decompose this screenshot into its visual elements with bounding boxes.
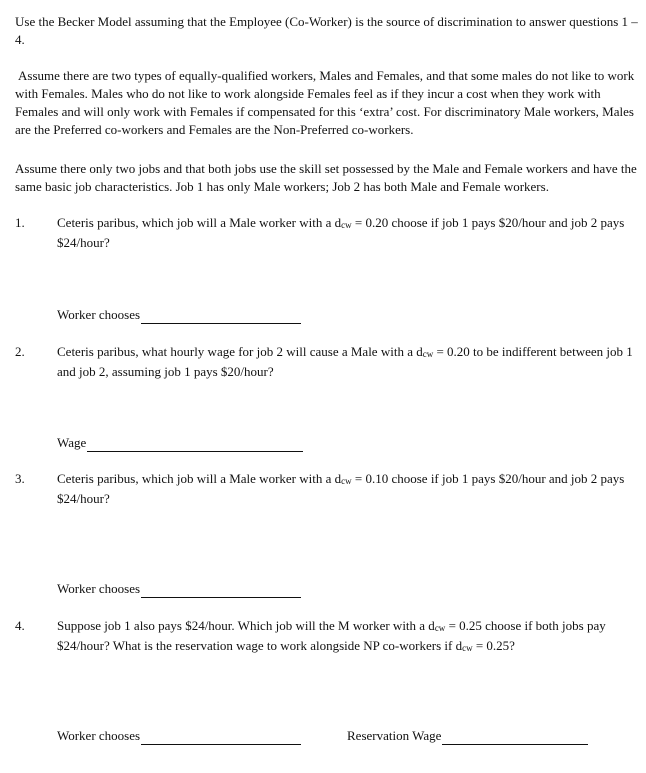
answer-blank[interactable]: [442, 729, 588, 745]
intro-paragraph: Use the Becker Model assuming that the Employee (Co-Worker) is the source of discrimination to answer questions 1 – 4.: [15, 14, 638, 47]
answer-row-3: [57, 580, 301, 598]
assumption-paragraph-1: Assume there are two types of equally-qualified workers, Males and Females, and that some males do not like to work with Females. Males who do not like to work alongside Females feel as if they incur a cost when they work with Females and will only work with Females if compensated for this ‘extra’ cost. For discriminatory Male workers, Males are the Preferred co-workers and Females are the Non-Preferred co-workers.: [15, 68, 635, 137]
answer-label: Worker chooses: [57, 728, 141, 743]
question-number: 2.: [15, 344, 25, 359]
answer-blank[interactable]: [141, 308, 301, 324]
question-number: 1.: [15, 215, 25, 230]
answer-label: Reservation Wage: [347, 728, 442, 743]
question-number: 3.: [15, 471, 25, 486]
answer-blank[interactable]: [141, 582, 301, 598]
answer-row-4: [57, 727, 301, 745]
answer-blank[interactable]: [141, 729, 301, 745]
question-number: 4.: [15, 618, 25, 633]
answer-row-2: [57, 434, 303, 452]
answer-blank[interactable]: [87, 436, 303, 452]
question-text: Ceteris paribus, which job will a Male worker with a $d_{cw} = 0.20$ choose if job 1 pays $20/hour and job 2 pays $24/hour?: [57, 215, 625, 250]
answer-row-4-reservation: [347, 727, 588, 745]
answer-label: Wage: [57, 435, 87, 450]
answer-label: Worker chooses: [57, 581, 141, 596]
question-text: Ceteris paribus, what hourly wage for job 2 will cause a Male with a $d_{cw} = 0.20$ to be indifferent between job 1 and job 2, assuming job 1 pays $20/hour?: [57, 344, 633, 379]
question-text: Suppose job 1 also pays $24/hour. Which job will the M worker with a $d_{cw} = 0.25$ choose if both jobs pay $24/hour? What is the reservation wage to work alongside NP co-workers if $d_{cw} = 0.25$?: [57, 618, 606, 653]
question-text: Ceteris paribus, which job will a Male worker with a $d_{cw} = 0.10$ choose if job 1 pays $20/hour and job 2 pays $24/hour?: [57, 471, 625, 506]
assumption-paragraph-2: Assume there only two jobs and that both jobs use the skill set possessed by the Male and Female workers and have the same basic job characteristics. Job 1 has only Male workers; Job 2 has both Male and Female workers.: [15, 161, 637, 194]
answer-row-1: [57, 306, 301, 324]
answer-label: Worker chooses: [57, 307, 141, 322]
